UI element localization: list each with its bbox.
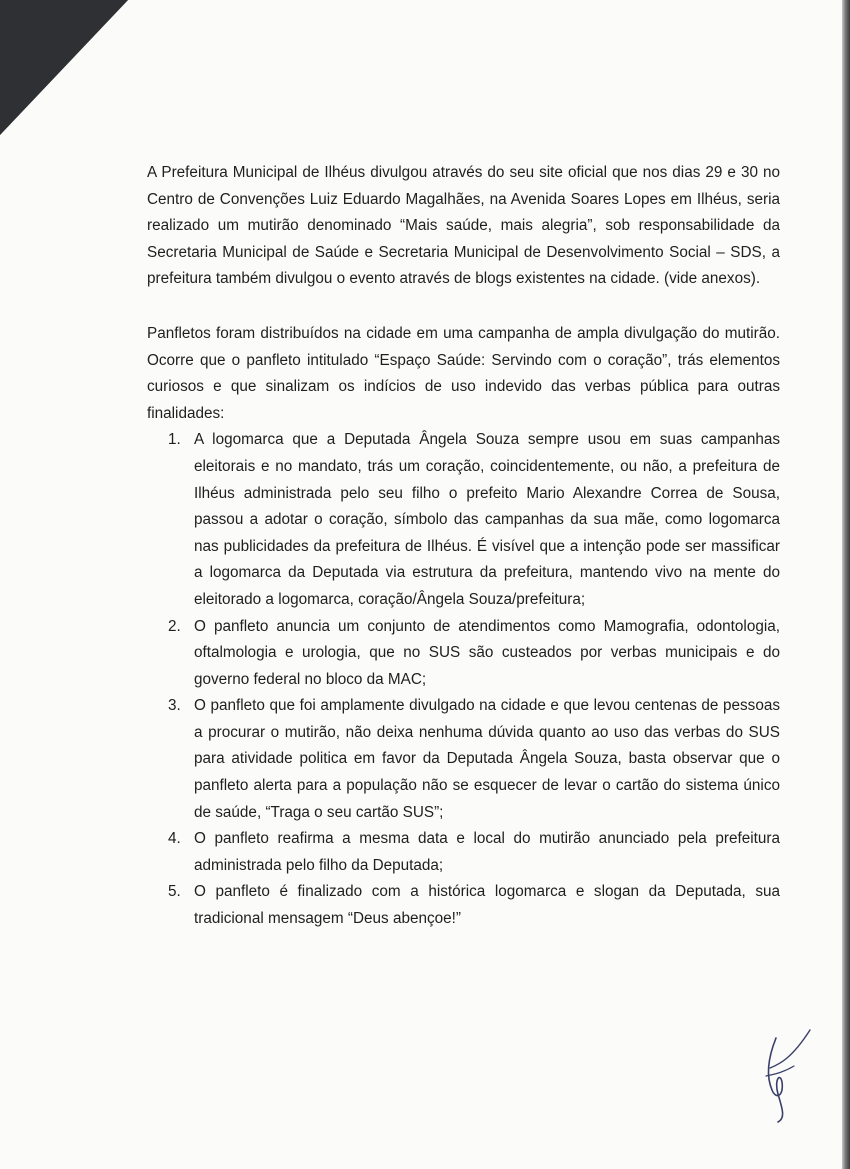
list-item-text: O panfleto é finalizado com a histórica logomarca e slogan da Deputada, sua tradicional mensagem “Deus abençoe!”	[194, 883, 780, 928]
list-item	[147, 427, 780, 613]
document-body	[147, 160, 780, 933]
list-item-number: 2.	[168, 617, 181, 635]
list-item	[147, 879, 780, 932]
list-item-text: O panfleto anuncia um conjunto de atendimentos como Mamografia, odontologia, oftalmologia e urologia, que no SUS são custeados por verbas municipais e do governo federal no bloco da MAC;	[194, 617, 780, 688]
findings-list	[147, 427, 780, 932]
list-item-number: 5.	[168, 883, 181, 901]
page-edge-shadow	[842, 0, 850, 1169]
list-item	[147, 826, 780, 879]
list-item-number: 4.	[168, 830, 181, 848]
list-item-text: O panfleto que foi amplamente divulgado na cidade e que levou centenas de pessoas a procurar o mutirão, não deixa nenhuma dúvida quanto ao uso das verbas do SUS para atividade politica em favor da Deputada Ângela Souza, basta observar que o panfleto alerta para a população não se esquecer de levar o cartão do sistema único de saúde, “Traga o seu cartão SUS”;	[194, 697, 780, 821]
list-item-number: 1.	[168, 431, 181, 449]
handwritten-signature	[748, 1028, 818, 1124]
paragraph-intro: A Prefeitura Municipal de Ilhéus divulgou através do seu site oficial que nos dias 29 e 30 no Centro de Convenções Luiz Eduardo Magalhães, na Avenida Soares Lopes em Ilhéus, seria realizado um mutirão denominado “Mais saúde, mais alegria”, sob responsabilidade da Secretaria Municipal de Saúde e Secretaria Municipal de Desenvolvimento Social – SDS, a prefeitura também divulgou o evento através de blogs existentes na cidade. (vide anexos).	[147, 164, 780, 288]
list-item-text: A logomarca que a Deputada Ângela Souza sempre usou em suas campanhas eleitorais e no mandato, trás um coração, coincidentemente, ou não, a prefeitura de Ilhéus administrada pelo seu filho o prefeito Mario Alexandre Correa de Sousa, passou a adotar o coração, símbolo das campanhas da sua mãe, como logomarca nas publicidades da prefeitura de Ilhéus. É visível que a intenção pode ser massificar a logomarca da Deputada via estrutura da prefeitura, mantendo vivo na mente do eleitorado a logomarca, coração/Ângela Souza/prefeitura;	[194, 431, 780, 608]
list-item	[147, 693, 780, 826]
list-item	[147, 614, 780, 694]
paragraph-pamphlets: Panfletos foram distribuídos na cidade em uma campanha de ampla divulgação do mutirão. Ocorre que o panfleto intitulado “Espaço Saúde: Servindo com o coração”, trás elementos curiosos e que sinalizam os indícios de uso indevido das verbas pública para outras finalidades:	[147, 324, 780, 422]
list-item-number: 3.	[168, 697, 181, 715]
list-item-text: O panfleto reafirma a mesma data e local do mutirão anunciado pela prefeitura administrada pelo filho da Deputada;	[194, 830, 780, 874]
